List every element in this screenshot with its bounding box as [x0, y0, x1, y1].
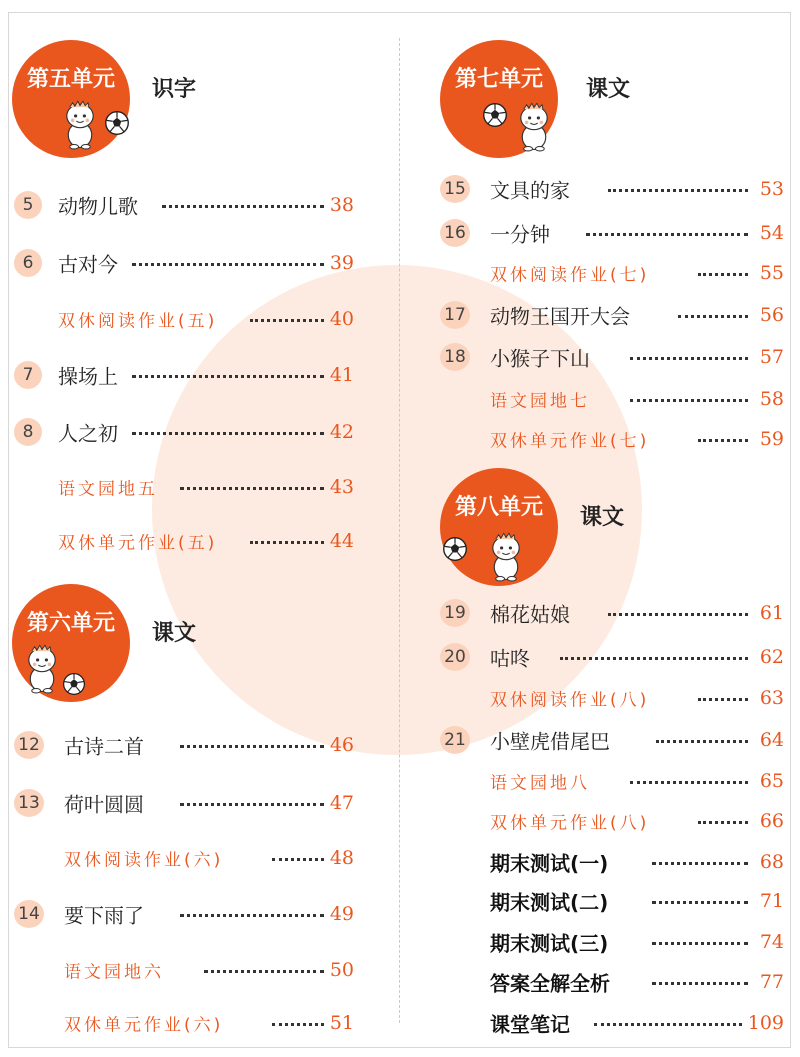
- dot-leader: [132, 432, 324, 435]
- dot-leader: [594, 1023, 742, 1026]
- lesson-number: 18: [440, 343, 470, 371]
- dot-leader: [272, 858, 324, 861]
- toc-row[interactable]: [440, 725, 784, 755]
- page-number: 64: [759, 729, 784, 751]
- page-number: 40: [329, 308, 354, 330]
- toc-row[interactable]: [440, 642, 784, 672]
- lesson-number: 8: [14, 418, 42, 446]
- dot-leader: [630, 399, 748, 402]
- entry-title: 动物儿歌: [58, 194, 138, 219]
- entry-title: 语文园地七: [490, 391, 590, 412]
- entry-title: 课堂笔记: [490, 1012, 570, 1037]
- entry-title: 双休单元作业(五): [58, 533, 218, 554]
- toc-row[interactable]: [440, 384, 784, 414]
- entry-title: 荷叶圆圆: [64, 792, 144, 817]
- soccer-ball-icon: [62, 672, 86, 696]
- dot-leader: [652, 862, 748, 865]
- dot-leader: [656, 740, 748, 743]
- toc-row[interactable]: [14, 360, 354, 390]
- entry-title: 操场上: [58, 364, 118, 389]
- toc-row[interactable]: [14, 899, 354, 929]
- dot-leader: [586, 233, 748, 236]
- toc-row[interactable]: [14, 190, 354, 220]
- entry-title: 语文园地六: [64, 962, 164, 983]
- soccer-ball-icon: [442, 536, 468, 562]
- lesson-number: 5: [14, 191, 42, 219]
- page-number: 51: [329, 1012, 354, 1034]
- dinosaur-mascot-icon: [484, 528, 528, 584]
- dinosaur-mascot-icon: [58, 96, 102, 152]
- dot-leader: [698, 821, 748, 824]
- lesson-number: 17: [440, 301, 470, 329]
- toc-row[interactable]: [14, 955, 354, 985]
- page-number: 55: [759, 262, 784, 284]
- dot-leader: [608, 189, 748, 192]
- toc-row[interactable]: [14, 417, 354, 447]
- lesson-number: 21: [440, 726, 470, 754]
- dot-leader: [652, 901, 748, 904]
- entry-title: 棉花姑娘: [490, 602, 570, 627]
- toc-row[interactable]: [14, 304, 354, 334]
- dot-leader: [272, 1023, 324, 1026]
- unit-6-badge: [12, 584, 130, 702]
- toc-row[interactable]: [440, 1008, 784, 1038]
- entry-title: 期末测试(三): [490, 931, 609, 956]
- entry-title: 双休单元作业(八): [490, 813, 650, 834]
- dot-leader: [250, 541, 324, 544]
- toc-row[interactable]: [440, 300, 784, 330]
- page-number: 65: [759, 770, 784, 792]
- entry-title: 双休阅读作业(八): [490, 690, 650, 711]
- entry-title: 双休单元作业(七): [490, 431, 650, 452]
- page-number: 66: [759, 810, 784, 832]
- toc-row[interactable]: [440, 847, 784, 877]
- entry-title: 一分钟: [490, 222, 550, 247]
- dot-leader: [678, 315, 748, 318]
- page-number: 56: [759, 304, 784, 326]
- entry-title: 双休单元作业(六): [64, 1015, 224, 1036]
- toc-row[interactable]: [440, 218, 784, 248]
- dot-leader: [132, 375, 324, 378]
- page-number: 42: [329, 421, 354, 443]
- dinosaur-mascot-icon: [20, 640, 64, 696]
- entry-title: 文具的家: [490, 178, 570, 203]
- unit-5-badge: [12, 40, 130, 158]
- unit-6-label: 课文: [152, 621, 197, 646]
- lesson-number: 13: [14, 789, 44, 817]
- dot-leader: [180, 745, 324, 748]
- toc-row[interactable]: [440, 766, 784, 796]
- page-number: 44: [329, 530, 354, 552]
- toc-row[interactable]: [440, 886, 784, 916]
- page-number: 43: [329, 476, 354, 498]
- dot-leader: [250, 319, 324, 322]
- entry-title: 古对今: [58, 252, 118, 277]
- lesson-number: 6: [14, 249, 42, 277]
- lesson-number: 7: [14, 361, 42, 389]
- dinosaur-mascot-icon: [512, 98, 556, 154]
- entry-title: 动物王国开大会: [490, 304, 630, 329]
- soccer-ball-icon: [482, 102, 508, 128]
- lesson-number: 19: [440, 599, 470, 627]
- dot-leader: [180, 803, 324, 806]
- page-number: 74: [759, 931, 784, 953]
- dot-leader: [698, 273, 748, 276]
- page-number: 68: [759, 851, 784, 873]
- toc-row[interactable]: [440, 258, 784, 288]
- page-number: 38: [329, 194, 354, 216]
- dot-leader: [630, 357, 748, 360]
- entry-title: 答案全解全析: [490, 971, 610, 996]
- dot-leader: [560, 657, 748, 660]
- lesson-number: 12: [14, 731, 44, 759]
- dot-leader: [132, 263, 324, 266]
- page-number: 58: [759, 388, 784, 410]
- page-number: 77: [759, 971, 784, 993]
- page-number: 49: [329, 903, 354, 925]
- entry-title: 人之初: [58, 421, 118, 446]
- toc-row[interactable]: [440, 806, 784, 836]
- toc-row[interactable]: [14, 472, 354, 502]
- toc-row[interactable]: [440, 683, 784, 713]
- toc-row[interactable]: [440, 598, 784, 628]
- dot-leader: [180, 914, 324, 917]
- unit-7-badge: [440, 40, 558, 158]
- toc-row[interactable]: [14, 1008, 354, 1038]
- page-number: 59: [759, 428, 784, 450]
- dot-leader: [652, 942, 748, 945]
- toc-row[interactable]: [440, 424, 784, 454]
- page-number: 46: [329, 734, 354, 756]
- dot-leader: [630, 781, 748, 784]
- page-number: 41: [329, 364, 354, 386]
- lesson-number: 14: [14, 900, 44, 928]
- dot-leader: [698, 439, 748, 442]
- column-divider: [399, 38, 400, 1023]
- page-number: 61: [759, 602, 784, 624]
- unit-8-title: 第八单元: [454, 495, 543, 520]
- dot-leader: [652, 982, 748, 985]
- unit-6-title: 第六单元: [26, 611, 115, 636]
- lesson-number: 16: [440, 219, 470, 247]
- soccer-ball-icon: [104, 110, 130, 136]
- page-number: 39: [329, 252, 354, 274]
- page-number: 63: [759, 687, 784, 709]
- page-number: 53: [759, 178, 784, 200]
- entry-title: 期末测试(一): [490, 851, 609, 876]
- toc-row[interactable]: [14, 730, 354, 760]
- unit-5-label: 识字: [152, 77, 197, 102]
- page-number: 50: [329, 959, 354, 981]
- page-number: 57: [759, 346, 784, 368]
- entry-title: 咕咚: [490, 646, 530, 671]
- toc-row[interactable]: [440, 967, 784, 997]
- toc-row[interactable]: [14, 526, 354, 556]
- page-number: 54: [759, 222, 784, 244]
- page-number: 48: [329, 847, 354, 869]
- entry-title: 小猴子下山: [490, 346, 590, 371]
- dot-leader: [608, 613, 748, 616]
- dot-leader: [698, 698, 748, 701]
- dot-leader: [180, 487, 324, 490]
- dot-leader: [204, 970, 324, 973]
- page-number: 109: [747, 1012, 784, 1034]
- entry-title: 双休阅读作业(六): [64, 850, 224, 871]
- unit-5-title: 第五单元: [26, 67, 115, 92]
- toc-row[interactable]: [14, 843, 354, 873]
- background-circle: [152, 265, 642, 755]
- toc-row[interactable]: [14, 788, 354, 818]
- entry-title: 语文园地八: [490, 773, 590, 794]
- lesson-number: 20: [440, 643, 470, 671]
- dot-leader: [162, 205, 324, 208]
- page-number: 47: [329, 792, 354, 814]
- entry-title: 小壁虎借尾巴: [490, 729, 610, 754]
- unit-7-label: 课文: [586, 77, 631, 102]
- toc-row[interactable]: [440, 342, 784, 372]
- page-number: 62: [759, 646, 784, 668]
- unit-8-label: 课文: [580, 505, 625, 530]
- toc-row[interactable]: [440, 927, 784, 957]
- page-number: 71: [759, 890, 784, 912]
- unit-7-title: 第七单元: [454, 67, 543, 92]
- entry-title: 语文园地五: [58, 479, 158, 500]
- entry-title: 双休阅读作业(五): [58, 311, 218, 332]
- toc-row[interactable]: [14, 248, 354, 278]
- entry-title: 古诗二首: [64, 734, 144, 759]
- toc-row[interactable]: [440, 174, 784, 204]
- entry-title: 期末测试(二): [490, 890, 609, 915]
- unit-8-badge: [440, 468, 558, 586]
- entry-title: 双休阅读作业(七): [490, 265, 650, 286]
- entry-title: 要下雨了: [64, 903, 144, 928]
- lesson-number: 15: [440, 175, 470, 203]
